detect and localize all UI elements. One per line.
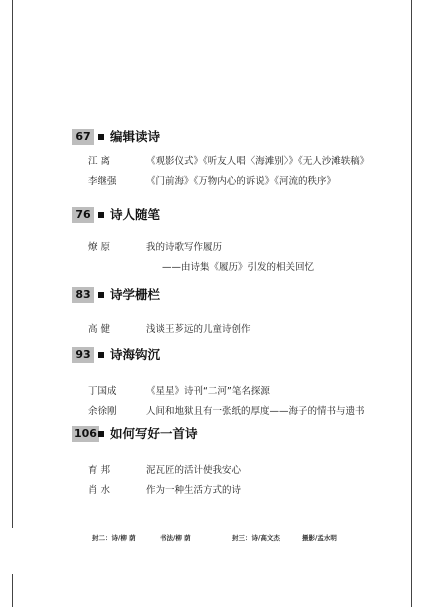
entry-title: 人间和地狱且有一张纸的厚度——海子的情书与遗书 — [146, 406, 365, 417]
toc-section-shixue-zhalan — [72, 286, 387, 340]
section-header — [72, 128, 387, 146]
entry-title: 《观影仪式》《听友人唱〈海滩别〉》《无人沙滩轶稿》 — [146, 156, 370, 167]
toc-section-shihai-gouchen — [72, 346, 387, 422]
bullet-square-icon — [98, 352, 104, 358]
section-title: 诗学栅栏 — [110, 287, 161, 302]
toc-section-shiren-suibi — [72, 206, 387, 278]
left-margin-rule — [12, 0, 13, 528]
section-header — [72, 425, 387, 443]
section-title: 如何写好一首诗 — [110, 426, 198, 441]
toc-entry[interactable] — [72, 402, 387, 422]
section-title: 诗人随笔 — [110, 207, 161, 222]
entry-author: 育 邦 — [88, 465, 111, 476]
section-title: 诗海钩沉 — [110, 347, 161, 362]
page-number-badge: 67 — [72, 129, 94, 145]
entry-author: 江 离 — [88, 156, 111, 167]
section-title: 编辑读诗 — [110, 129, 161, 144]
page-number-badge: 76 — [72, 207, 94, 223]
left-margin-rule-lower — [12, 574, 13, 607]
toc-entry[interactable] — [72, 238, 387, 258]
entry-author: 李继强 — [88, 176, 117, 187]
right-margin-rule — [411, 0, 412, 607]
credit-calligraphy: 书法/柳 荫 — [160, 534, 191, 542]
credit-cover3: 封三：诗/高文杰 — [232, 534, 280, 542]
page-number-badge: 83 — [72, 287, 94, 303]
entry-author: 高 健 — [88, 324, 111, 335]
toc-entry-subtitle — [72, 258, 387, 278]
entry-author: 余徐刚 — [88, 406, 117, 417]
toc-entry[interactable] — [72, 461, 387, 481]
toc-entry[interactable] — [72, 481, 387, 501]
bullet-square-icon — [98, 134, 104, 140]
entry-author: 丁国成 — [88, 386, 117, 397]
page-number-badge: 93 — [72, 347, 94, 363]
entry-author: 肖 水 — [88, 485, 111, 496]
entry-title: 《星星》诗刊“二河”笔名探源 — [146, 386, 270, 397]
page-number-badge: 106 — [74, 427, 97, 440]
toc-entry[interactable] — [72, 172, 387, 192]
section-header — [72, 206, 387, 224]
entry-title: 泥瓦匠的活计使我安心 — [146, 465, 242, 476]
entry-title: 作为一种生活方式的诗 — [146, 485, 242, 496]
entry-title: 我的诗歌写作履历 — [146, 242, 223, 253]
bullet-square-icon — [98, 431, 104, 437]
entry-subtitle: ——由诗集《履历》引发的相关回忆 — [162, 262, 315, 273]
toc-entry[interactable] — [72, 152, 387, 172]
entry-title: 浅谈王芗远的儿童诗创作 — [146, 324, 251, 335]
credit-cover2: 封二：诗/柳 荫 — [92, 534, 136, 542]
entry-title: 《门前海》《万物内心的诉说》《河流的秩序》 — [146, 176, 337, 187]
toc-section-bianji-dushi — [72, 128, 387, 192]
bullet-square-icon — [98, 292, 104, 298]
section-header — [72, 286, 387, 304]
toc-section-ruhe-xiehao — [72, 425, 387, 501]
credit-photo: 摄影/孟水明 — [302, 534, 337, 542]
section-header — [72, 346, 387, 364]
bullet-square-icon — [98, 212, 104, 218]
entry-author: 燎 原 — [88, 242, 111, 253]
toc-entry[interactable] — [72, 320, 387, 340]
toc-entry[interactable] — [72, 382, 387, 402]
